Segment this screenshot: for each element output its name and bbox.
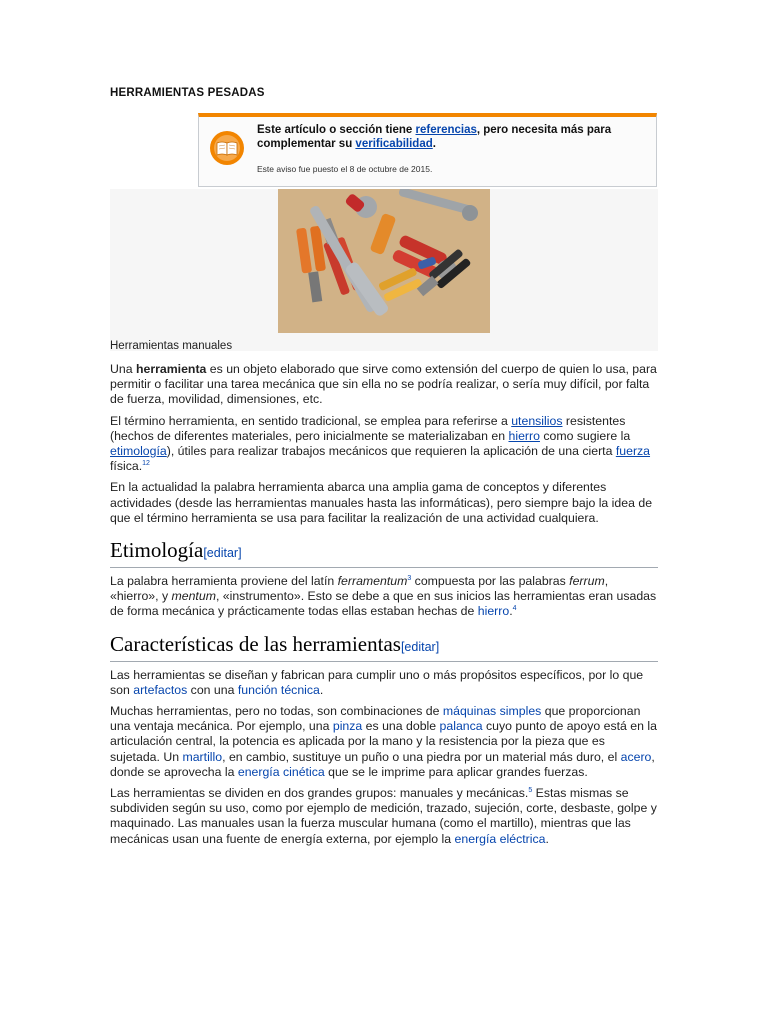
link-artefactos[interactable]: artefactos <box>133 682 188 697</box>
link-hierro[interactable]: hierro <box>508 428 540 443</box>
section-heading-caracteristicas: Características de las herramientas[editar] <box>110 632 658 662</box>
notice-box <box>198 113 657 187</box>
image-caption: Herramientas manuales <box>110 340 233 352</box>
verifiability-link[interactable]: verificabilidad <box>355 138 433 150</box>
etimologia-paragraph: La palabra herramienta proviene del latín ferramentum$^3$ compuesta por las palabras ferrum, «hierro», y mentum, «instrumento». Esto se debe a que en sus inicios las herramientas eran usadas de forma mecánica y prácticamente todas ellas estaban hechas de hierro.$^4$ <box>110 574 657 619</box>
section-heading-etimologia: Etimología[editar] <box>110 538 658 568</box>
reference-mark[interactable]: 3 <box>407 574 412 582</box>
link-etimologia[interactable]: etimología <box>110 444 167 459</box>
reference-mark[interactable]: 5 <box>528 786 533 794</box>
caracteristicas-paragraph-1: Las herramientas se diseñan y fabrican para cumplir uno o más propósitos específicos, por lo que son artefactos con una función técnica. <box>110 667 644 697</box>
link-utensilios[interactable]: utensilios <box>511 413 563 428</box>
hand-tools-image <box>278 189 490 333</box>
link-fuerza[interactable]: fuerza <box>615 444 651 459</box>
link-maquinas-simples[interactable]: máquinas simples <box>442 704 542 719</box>
link-funcion-tecnica[interactable]: función técnica <box>237 682 320 697</box>
caracteristicas-paragraph-3: Las herramientas se dividen en dos grandes grupos: manuales y mecánicas.$^5$ Estas mismas se subdividen según su uso, como por ejemplo de medición, trazado, sujeción, corte, desbaste, golpe y maquinado. Las manuales usan la fuerza muscular humana (como el martillo), mientras que las mecánicas usan una fuente de energía externa, por ejemplo la energía eléctrica. <box>110 786 657 846</box>
edit-link-caracteristicas[interactable]: [editar] <box>400 639 440 654</box>
notice-date: Este aviso fue puesto el 8 de octubre de 2015. <box>257 164 433 174</box>
intro-paragraph-1: Una herramienta es un objeto elaborado que sirve como extensión del cuerpo de quien lo usa, para permitir o facilitar una tarea mecánica que sin ella no se podría realizar, o sería muy difícil, por falta de fuerza, movilidad, dimensiones, etc. <box>110 362 657 407</box>
link-palanca[interactable]: palanca <box>439 719 483 734</box>
link-hierro-2[interactable]: hierro <box>477 604 510 619</box>
link-acero[interactable]: acero <box>620 749 652 764</box>
link-energia-electrica[interactable]: energía eléctrica <box>454 831 546 846</box>
reference-mark[interactable]: 4 <box>512 605 517 613</box>
references-link[interactable]: referencias <box>415 124 477 136</box>
caracteristicas-paragraph-2: Muchas herramientas, pero no todas, son combinaciones de máquinas simples que proporcionan una ventaja mecánica. Por ejemplo, una pinza es una doble palanca cuyo punto de apoyo está en la articulación central, la potencia es aplicada por la mano y la resistencia por la pieza que es sujetada. Un martillo, en cambio, sustituye un puño o una piedra por un material más duro, el acero, donde se aprovecha la energía cinética que se le imprime para aplicar grandes fuerzas. <box>110 704 657 779</box>
reference-mark[interactable]: 12 <box>142 460 150 468</box>
book-icon <box>209 130 245 166</box>
intro-paragraph-2: El término herramienta, en sentido tradicional, se emplea para referirse a utensilios resistentes (hechos de diferentes materiales, pero inicialmente se materializaban en hierro como sugiere la etimología), útiles para realizar trabajos mecánicos que requieren la aplicación de una cierta fuerza física.$^{12}$ <box>110 413 651 474</box>
notice-text: Este artículo o sección tiene referencias, pero necesita más para complementar su verificabilidad. <box>257 124 612 150</box>
article-body <box>110 362 658 853</box>
edit-link-etimologia[interactable]: [editar] <box>203 546 242 561</box>
link-pinza[interactable]: pinza <box>332 719 363 734</box>
page-title: HERRAMIENTAS PESADAS <box>110 87 265 99</box>
link-energia-cinetica[interactable]: energía cinética <box>237 764 325 779</box>
link-martillo[interactable]: martillo <box>182 749 223 764</box>
intro-paragraph-3: En la actualidad la palabra herramienta abarca una amplia gama de conceptos y diferentes actividades (desde las herramientas manuales hasta las informáticas), pero siempre bajo la idea de que el término herramienta se usa para facilitar la realización de una actividad cualquiera. <box>110 480 653 525</box>
